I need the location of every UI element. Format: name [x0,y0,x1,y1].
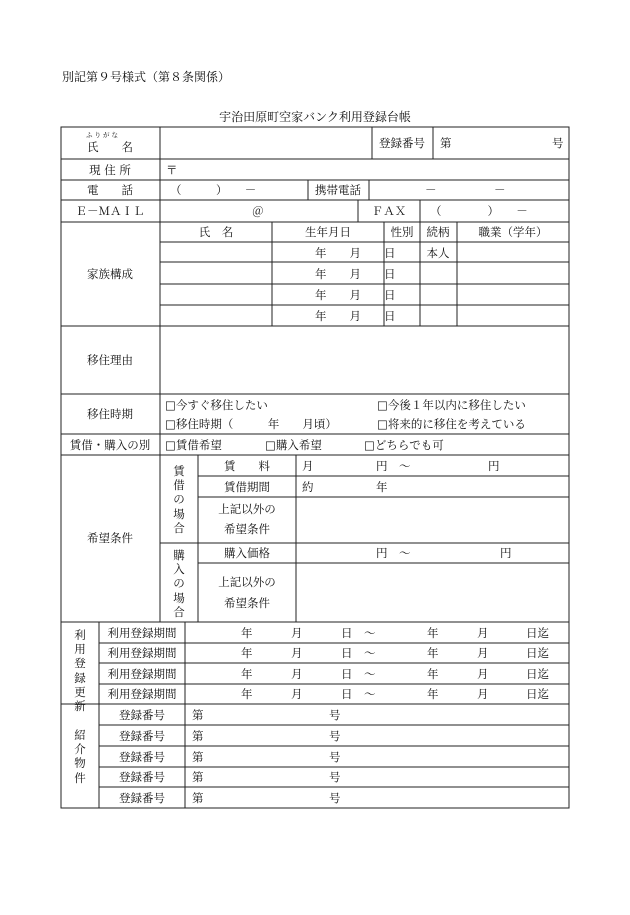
intro-prefix: 第 [192,791,204,805]
intro-row-label: 登録番号 [119,708,165,722]
name-field[interactable] [161,128,371,158]
intro-suffix: 号 [329,729,341,743]
reason-label: 移住理由 [87,353,133,367]
mobile-phone-label: 携帯電話 [315,183,361,197]
family-header-occupation: 職業（学年） [478,225,548,239]
family-header-name: 氏 名 [198,225,234,239]
registration-number-suffix: 号 [552,136,564,150]
timing-option-now[interactable]: □今すぐ移住したい [165,398,268,412]
renewal-day-from: 日 ～ [341,687,376,701]
intro-row-label: 登録番号 [119,791,165,805]
reason-field[interactable] [161,327,568,393]
timing-option-future[interactable]: □将来的に移住を考えている [377,417,526,431]
renewal-row-label: 利用登録期間 [107,626,177,640]
family-birthdate-1[interactable]: 年 月 日 [315,246,396,260]
address-label: 現 住 所 [89,163,131,177]
rent-period-about: 約 [302,480,314,494]
buy-other-label-line2: 希望条件 [224,596,270,610]
rent-other-label-line1: 上記以外の [218,502,276,516]
rent-fee-from[interactable]: 円 ～ [376,459,411,473]
furigana-label: ふりがな [86,131,120,139]
renewal-month-from: 月 [291,626,303,640]
renewal-day-to: 日迄 [526,626,549,640]
intro-prefix: 第 [192,750,204,764]
renewal-row-label: 利用登録期間 [107,667,177,681]
family-header-relation: 続柄 [426,225,450,239]
timing-option-specified[interactable]: □移住時期（ 年 月頃） [165,417,337,431]
family-label: 家族構成 [87,267,133,281]
rent-buy-label: 賃借・購入の別 [69,438,151,452]
email-field[interactable]: ＠ [252,204,264,218]
rent-fee-label: 賃 料 [224,459,270,473]
rent-fee-month: 月 [302,459,314,473]
renewal-day-to: 日迄 [526,687,549,701]
family-birthdate-4[interactable]: 年 月 日 [315,309,396,323]
renewal-month-to: 月 [477,646,489,660]
buy-other-label-line1: 上記以外の [218,575,276,589]
form-title: 宇治田原町空家バンク利用登録台帳 [219,110,411,124]
intro-label: 紹介物件 [74,728,86,785]
buy-other-field[interactable] [297,564,568,621]
family-header-sex: 性別 [390,225,414,239]
renewal-day-to: 日迄 [526,646,549,660]
rent-period-year[interactable]: 年 [376,480,388,494]
intro-suffix: 号 [329,750,341,764]
rent-group-label: 賃借の場合 [173,464,185,535]
family-birthdate-3[interactable]: 年 月 日 [315,288,396,302]
fax-field[interactable]: （ ） － [430,204,528,218]
renewal-month-from: 月 [291,667,303,681]
price-to[interactable]: 円 [500,546,512,560]
address-field[interactable] [180,160,568,179]
renewal-day-from: 日 ～ [341,626,376,640]
name-label: 氏 名 [87,140,133,154]
rent-other-label-line2: 希望条件 [224,522,270,536]
intro-prefix: 第 [192,770,204,784]
registration-number-label: 登録番号 [379,136,425,150]
renewal-month-from: 月 [291,687,303,701]
renewal-month-to: 月 [477,667,489,681]
renewal-month-to: 月 [477,687,489,701]
family-header-birthdate: 生年月日 [305,225,351,239]
renewal-year-to: 年 [427,687,439,701]
intro-suffix: 号 [329,708,341,722]
intro-row-label: 登録番号 [119,770,165,784]
form-number: 別記第９号様式（第８条関係） [62,70,231,84]
intro-row-label: 登録番号 [119,750,165,764]
conditions-label: 希望条件 [87,531,133,545]
renewal-year-to: 年 [427,646,439,660]
rent-option[interactable]: □賃借希望 [165,438,222,452]
intro-suffix: 号 [329,770,341,784]
renewal-year-from: 年 [241,687,253,701]
intro-suffix: 号 [329,791,341,805]
renewal-year-from: 年 [241,667,253,681]
registration-number-field[interactable] [455,128,549,158]
renewal-day-to: 日迄 [526,667,549,681]
intro-row-label: 登録番号 [119,729,165,743]
timing-label: 移住時期 [87,407,133,421]
renewal-day-from: 日 ～ [341,646,376,660]
price-label: 購入価格 [224,546,270,560]
family-relation-self: 本人 [426,246,450,260]
buy-option[interactable]: □購入希望 [265,438,322,452]
renewal-year-from: 年 [241,646,253,660]
intro-prefix: 第 [192,729,204,743]
email-label: Ｅ－ＭＡＩＬ [75,204,145,218]
phone-field[interactable]: （ ） － [170,183,257,197]
mobile-phone-field[interactable]: － － [425,183,506,197]
renewal-row-label: 利用登録期間 [107,687,177,701]
either-option[interactable]: □どちらでも可 [364,438,444,452]
rent-period-label: 賃借期間 [224,480,270,494]
renewal-year-to: 年 [427,626,439,640]
phone-label: 電 話 [87,183,133,197]
buy-group-label: 購入の場合 [173,548,185,619]
timing-option-within-year[interactable]: □今後１年以内に移住したい [377,398,526,412]
registration-number-prefix: 第 [440,136,452,150]
price-from[interactable]: 円 ～ [376,546,411,560]
renewal-month-to: 月 [477,626,489,640]
rent-other-field[interactable] [297,498,568,542]
renewal-label: 利用登録更新 [74,628,86,714]
renewal-year-to: 年 [427,667,439,681]
renewal-month-from: 月 [291,646,303,660]
intro-prefix: 第 [192,708,204,722]
postal-mark: 〒 [166,163,178,177]
family-birthdate-2[interactable]: 年 月 日 [315,267,396,281]
renewal-row-label: 利用登録期間 [107,646,177,660]
renewal-year-from: 年 [241,626,253,640]
rent-fee-to[interactable]: 円 [488,459,500,473]
fax-label: ＦＡＸ [371,204,407,218]
renewal-day-from: 日 ～ [341,667,376,681]
